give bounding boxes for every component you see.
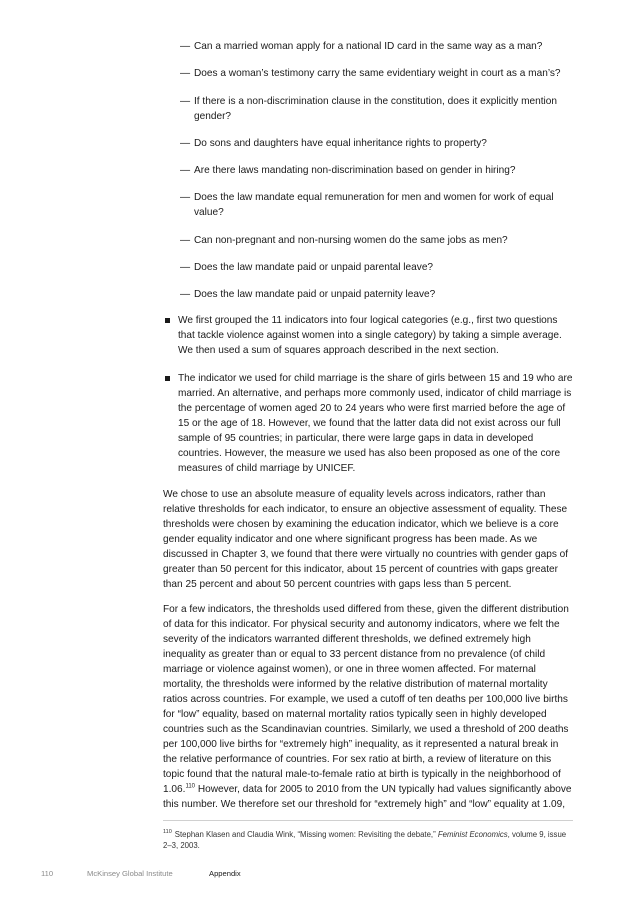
question-item bbox=[180, 287, 580, 302]
question-list bbox=[180, 39, 580, 315]
question-text: Does a woman’s testimony carry the same evidentiary weight in court as a man’s? bbox=[194, 68, 561, 80]
question-text: Does the law mandate paid or unpaid parental leave? bbox=[194, 262, 434, 274]
footnote-journal: Feminist Economics bbox=[437, 830, 508, 839]
question-text: Can a married woman apply for a national ID card in the same way as a man? bbox=[194, 41, 543, 52]
dash-mark: — bbox=[180, 95, 191, 107]
dash-mark: — bbox=[180, 234, 191, 246]
square-bullet-icon bbox=[165, 376, 170, 381]
question-text: If there is a non-discrimination clause in the constitution, does it explicitly mention gender? bbox=[194, 95, 557, 122]
question-item bbox=[180, 260, 580, 275]
organization-name: McKinsey Global Institute bbox=[87, 869, 173, 878]
question-text: Are there laws mandating non-discrimination based on gender in hiring? bbox=[194, 165, 516, 177]
page-number: 110 bbox=[41, 869, 54, 878]
footnote-text: Stephan Klasen and Claudia Wink, “Missing women: Revisiting the debate,” bbox=[174, 830, 438, 839]
square-bullet-icon bbox=[165, 318, 170, 323]
dash-mark: — bbox=[180, 192, 191, 204]
dash-mark: — bbox=[180, 137, 191, 149]
dash-mark: — bbox=[180, 41, 191, 52]
paragraph-exceptions bbox=[163, 602, 573, 812]
paragraph-text: For a few indicators, the thresholds used differed from these, given the different distribution of data for this indicator. For physical security and autonomy indicators, where we felt the severity of the indicators warranted different thresholds, we defined extremely high inequality as greater than or equal to 33 percent distance from no prevalence (of child marriage or violence against women), or one in three women affected. For maternal mortality, the thresholds were informed by the relative distribution of maternal mortality ratios across countries. For example, we used a cutoff of ten deaths per 100,000 live births for “low” equality, based on maternal mortality ratios typically seen in highly developed countries such as the Scandinavian countries. Similarly, we used a threshold of 200 deaths per 100,000 live births for “extremely high” inequality, as it represented a natural break in the relative performance of countries. For sex ratio at birth, a review of literature on this topic found that the natural male-to-female ratio at birth is typically in the neighborhood of 1.06. bbox=[163, 604, 569, 795]
question-text: Do sons and daughters have equal inheritance rights to property? bbox=[194, 137, 487, 149]
dash-mark: — bbox=[180, 165, 191, 177]
bullet-item bbox=[163, 371, 573, 476]
footnote-reference[interactable]: 110 bbox=[185, 783, 196, 790]
question-item bbox=[180, 233, 580, 248]
question-item bbox=[180, 190, 580, 220]
bullet-text: The indicator we used for child marriage is the share of girls between 15 and 19 who are married. An alternative, and perhaps more commonly used, indicator of child marriage is the percentage of women aged 20 to 24 years who were first married before the age of 15 or the age of 18. However, we found that the latter data did not exist across our full sample of 95 countries; in particular, there were large gaps in data in developed countries. However, the measure we used has also been proposed as one of the core measures of child marriage by UNICEF. bbox=[178, 373, 573, 474]
section-name: Appendix bbox=[209, 869, 241, 878]
footnote bbox=[163, 829, 573, 851]
dash-mark: — bbox=[180, 289, 191, 301]
page-footer bbox=[0, 869, 636, 883]
question-item bbox=[180, 94, 580, 124]
question-text: Does the law mandate paid or unpaid paternity leave? bbox=[194, 289, 436, 301]
footnote-text: , volume 9, issue 2–3, 2003. bbox=[163, 830, 567, 850]
question-text: Does the law mandate equal remuneration for men and women for work of equal value? bbox=[194, 192, 554, 219]
dash-mark: — bbox=[180, 68, 191, 80]
question-item bbox=[180, 163, 580, 178]
bullet-list bbox=[163, 313, 573, 489]
dash-mark: — bbox=[180, 262, 191, 274]
question-item bbox=[180, 136, 580, 151]
paragraph-thresholds: We chose to use an absolute measure of equality levels across indicators, rather than relative thresholds for each indicator, to ensure an objective assessment of equality. These thresholds were chosen by examining the education indicator, which we believe is a core gender equality indicator and one where significant progress has been made. As we discussed in Chapter 3, we found that there were virtually no countries with gender gaps of greater than 50 percent for this indicator, about 15 percent of countries with gaps greater than 25 percent and about 50 percent countries with gaps less than 5 percent. bbox=[163, 489, 569, 590]
bullet-item bbox=[163, 313, 573, 358]
footnote-divider bbox=[163, 820, 573, 821]
question-item bbox=[180, 66, 580, 81]
question-text: Can non-pregnant and non-nursing women do the same jobs as men? bbox=[194, 234, 508, 246]
footnote-number: 110 bbox=[163, 829, 172, 836]
bullet-text: We first grouped the 11 indicators into four logical categories (e.g., first two questions that tackle violence against women into a single category) by taking a simple average. We then used a sum of squares approach described in the next section. bbox=[178, 315, 562, 356]
paragraph-text: However, data for 2005 to 2010 from the UN typically had values significantly above this number. We therefore set our threshold for “extremely high” and “low” equality at 1.09, bbox=[163, 784, 572, 810]
question-item bbox=[180, 39, 580, 54]
